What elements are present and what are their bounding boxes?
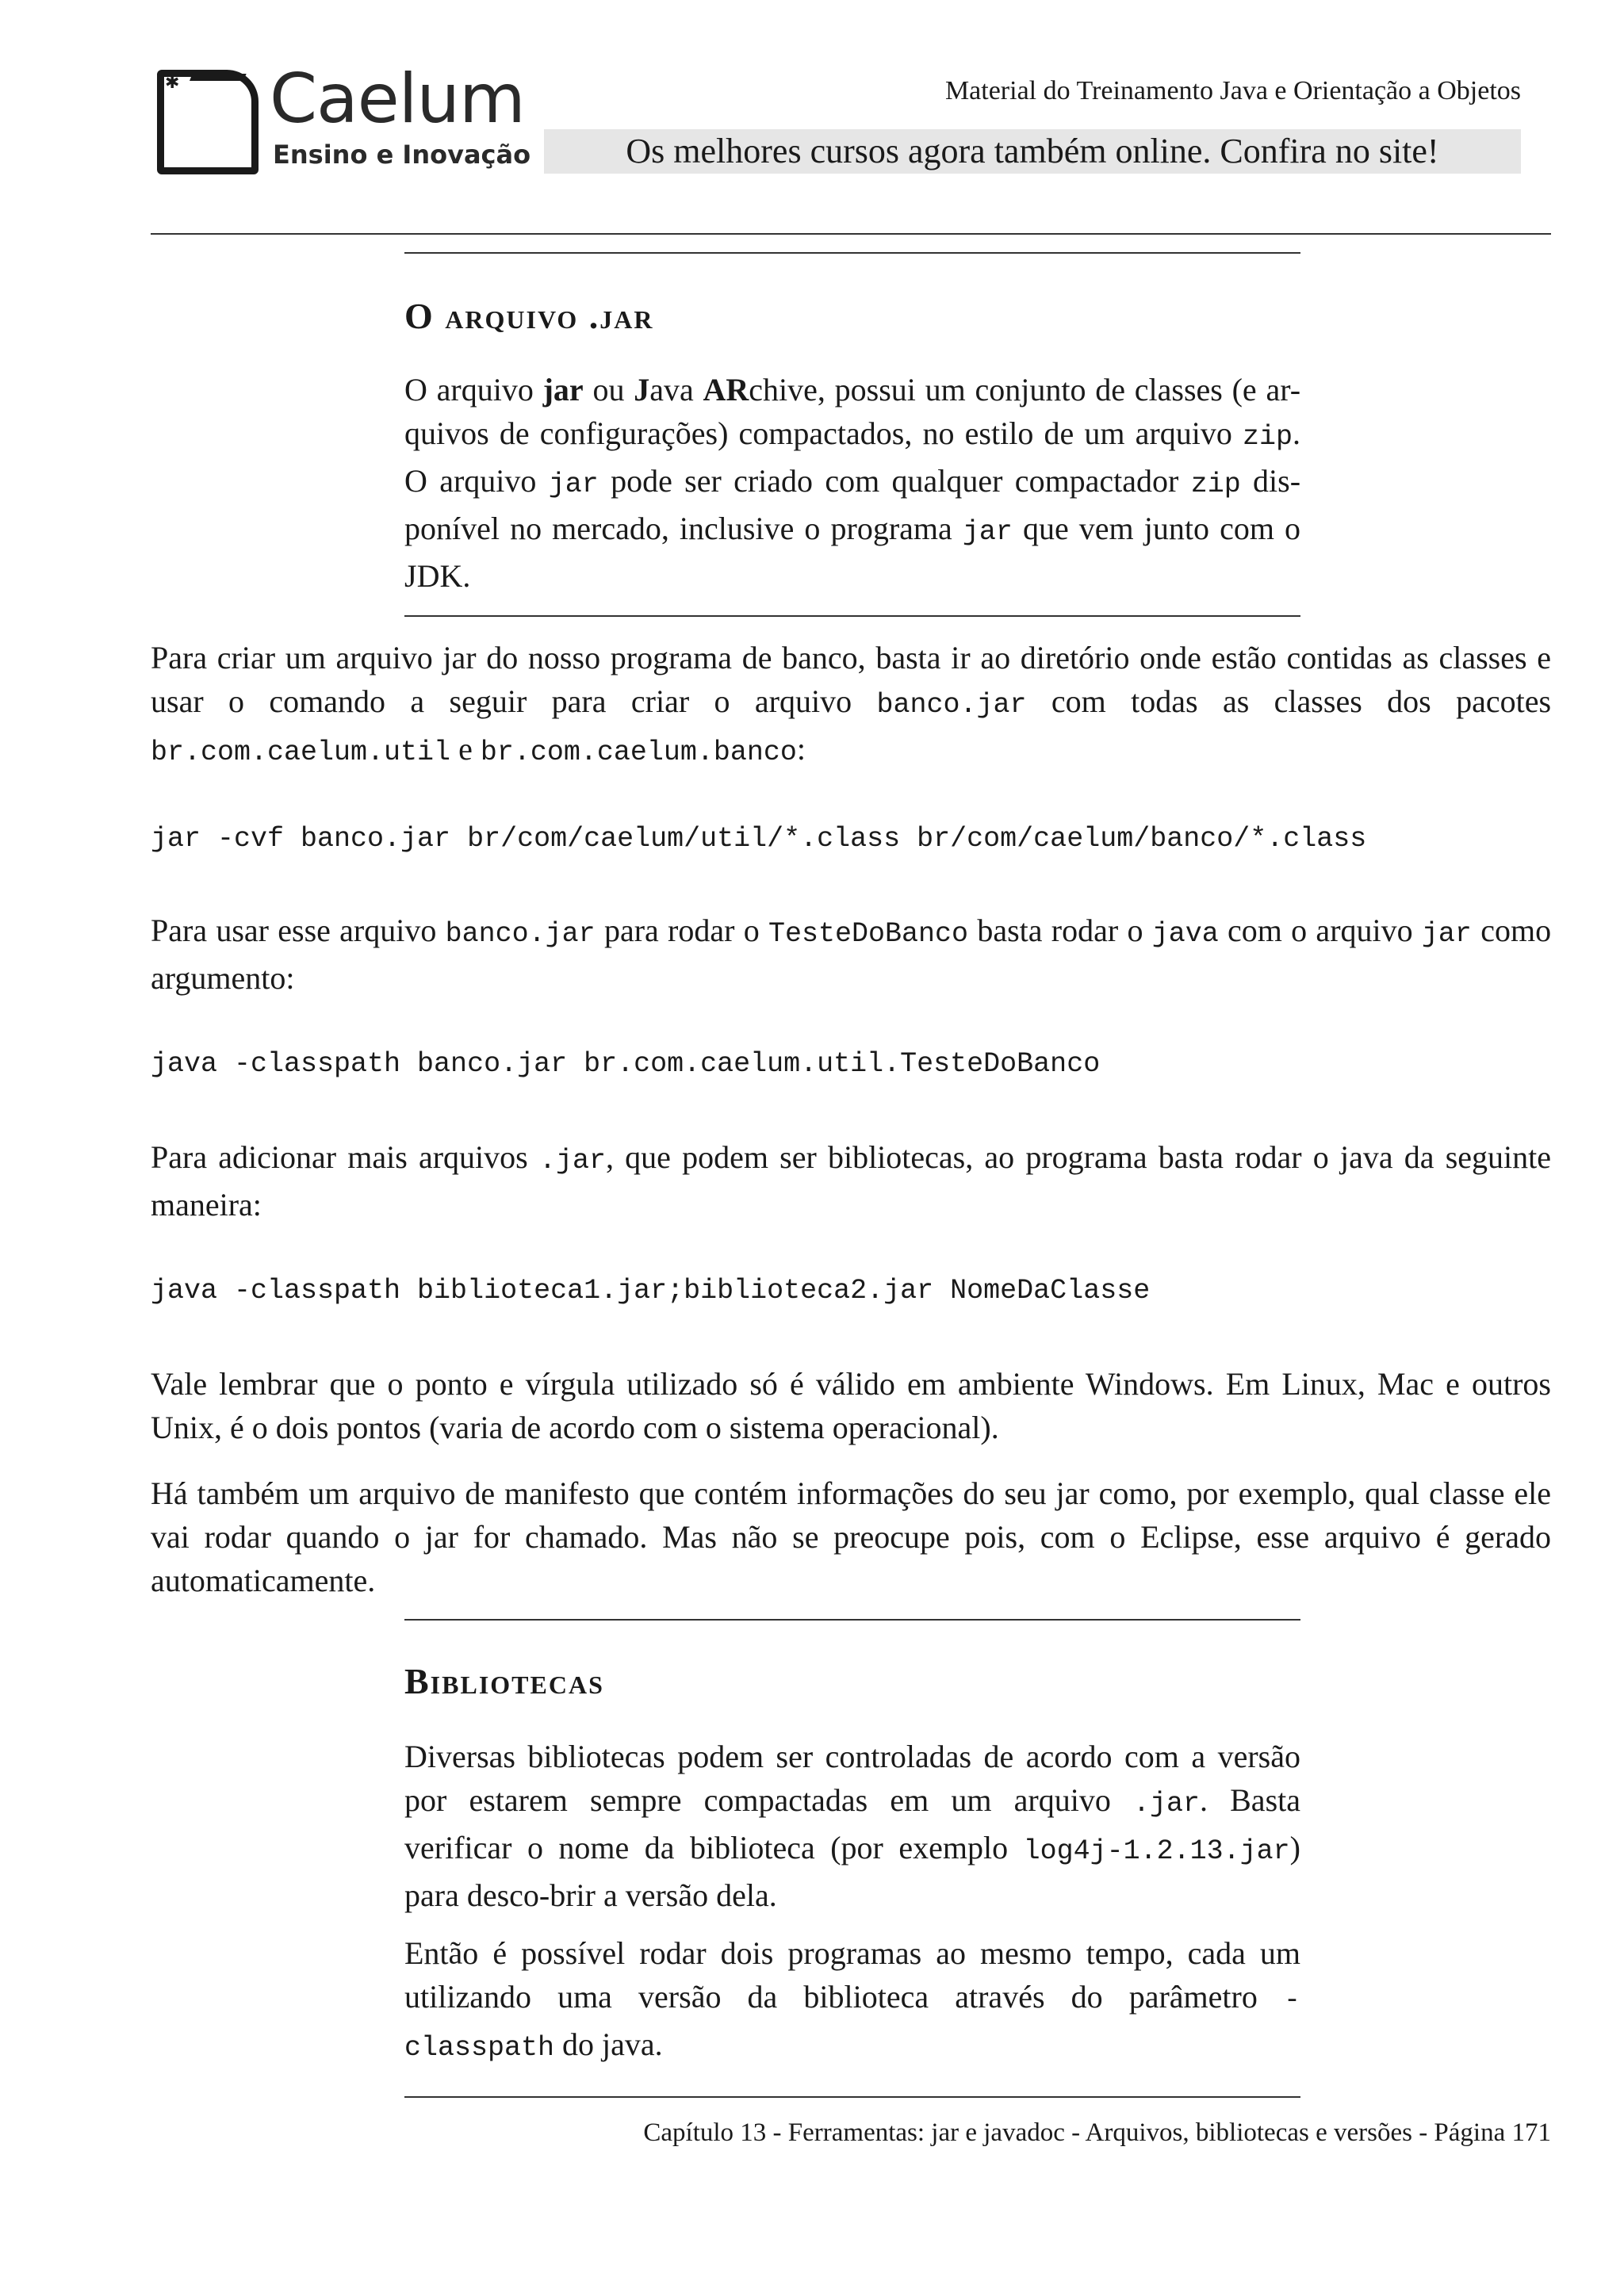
text: O arquivo: [404, 372, 534, 408]
code-inline: br.com.caelum.util: [151, 737, 451, 768]
code-zip: zip: [1242, 421, 1293, 453]
code-block-libraries: java -classpath biblioteca1.jar;biblioteca2.jar NomeDaClasse: [151, 1275, 1151, 1307]
code-inline: .jar: [538, 1145, 606, 1177]
bold-j: J: [634, 372, 650, 408]
text: com o arquivo: [1228, 913, 1413, 948]
text: Para criar um arquivo jar do nosso programa de banco, basta ir ao diretório onde estão contidas as classes e usar o comando a seguir para criar o arquivo: [151, 640, 1551, 719]
text: pode ser criado com qualquer compactador: [611, 463, 1179, 499]
text: ou: [592, 372, 625, 408]
header-material: [945, 76, 1521, 106]
text: :: [796, 731, 806, 767]
code-zip: zip: [1190, 469, 1241, 500]
promo-banner: Os melhores cursos agora também online. Confira no site!: [544, 129, 1521, 174]
text: chive, possui um conjunto de classes (e ar-quivos de configurações) compactados, no estilo de um arquivo: [404, 372, 1301, 451]
text: Para usar esse arquivo: [151, 913, 437, 948]
paragraph-manifest: Há também um arquivo de manifesto que contém informações do seu jar como, por exemplo, qual classe ele vai rodar quando o jar for chamado. Mas não se preocupe pois, com o Eclipse, esse arquivo é gerado automaticamente.: [151, 1475, 1551, 1598]
logo-tagline: Ensino e Inovação: [273, 140, 531, 170]
box-bottom-rule: [404, 2096, 1300, 2098]
paragraph-separator-note: Vale lembrar que o ponto e vírgula utilizado só é válido em ambiente Windows. Em Linux, Mac e outros Unix, é o dois pontos (varia de acordo com o sistema operacional).: [151, 1366, 1551, 1445]
text: Para adicionar mais arquivos: [151, 1139, 528, 1175]
code-inline: .jar: [1132, 1788, 1200, 1820]
box-bottom-rule: [404, 615, 1300, 617]
code-inline: banco.jar: [876, 689, 1027, 721]
paragraph-use-jar: [151, 909, 1551, 1000]
code-inline: TesteDoBanco: [768, 918, 969, 950]
box-jar-paragraph: [404, 368, 1300, 598]
text: Então é possível rodar dois programas ao mesmo tempo, cada um utilizando uma versão da biblioteca através do parâmetro: [404, 1935, 1300, 2015]
bold-ar: AR: [703, 372, 749, 408]
code-inline: banco.jar: [445, 918, 596, 950]
paragraph-create-jar: [151, 636, 1551, 775]
paragraph-add-jars: [151, 1135, 1551, 1226]
code-inline: br.com.caelum.banco: [480, 737, 797, 768]
caelum-logo: [157, 59, 531, 181]
code-jar: jar: [548, 469, 599, 500]
code-inline: java: [1151, 918, 1219, 950]
page-footer: Capítulo 13 - Ferramentas: jar e javadoc - Arquivos, bibliotecas e versões - Página 171: [643, 2118, 1551, 2147]
section-title-bibliotecas: Bibliotecas: [404, 1661, 604, 1701]
text: . O arquivo: [404, 415, 1300, 499]
text: para rodar o: [603, 913, 760, 948]
text: dis-ponível no mercado, inclusive o programa: [404, 463, 1301, 546]
code-block-classpath: java -classpath banco.jar br.com.caelum.util.TesteDoBanco: [151, 1048, 1101, 1080]
bold-jar: jar: [542, 372, 584, 408]
box-top-rule: [404, 1619, 1300, 1621]
text: com todas as classes dos pacotes: [1051, 683, 1552, 719]
star-icon: ✱: [165, 73, 180, 93]
text: , que podem ser bibliotecas, ao programa basta rodar o java da seguinte maneira:: [151, 1139, 1551, 1223]
section-title-jar: O arquivo .jar: [404, 296, 654, 336]
code-inline: -classpath: [404, 1984, 1301, 2064]
text: ) para desco-brir a versão dela.: [404, 1830, 1300, 1913]
material-title: Material do Treinamento Java e Orientação a Objetos: [944, 76, 1521, 105]
text: . Basta verificar o nome da biblioteca (por exemplo: [404, 1782, 1300, 1866]
box-top-rule: [404, 252, 1300, 254]
code-block-jar-cvf: jar -cvf banco.jar br/com/caelum/util/*.class br/com/caelum/banco/*.class: [151, 823, 1367, 855]
box-lib-paragraph-2: [404, 1931, 1300, 2070]
text: do java.: [562, 2026, 663, 2062]
text: como argumento:: [151, 913, 1552, 996]
code-inline: log4j-1.2.13.jar: [1023, 1835, 1290, 1867]
text: ava: [649, 372, 694, 408]
text: e: [458, 731, 473, 767]
logo-wordmark: Caelum: [270, 59, 525, 139]
code-jar: jar: [962, 516, 1013, 548]
text: Diversas bibliotecas podem ser controladas de acordo com a versão por estarem sempre compactadas em um arquivo: [404, 1739, 1300, 1818]
code-inline: jar: [1421, 918, 1472, 950]
header-divider: [151, 233, 1551, 235]
text: que vem junto com o JDK.: [404, 511, 1301, 594]
text: basta rodar o: [977, 913, 1143, 948]
box-lib-paragraph-1: [404, 1735, 1300, 1917]
